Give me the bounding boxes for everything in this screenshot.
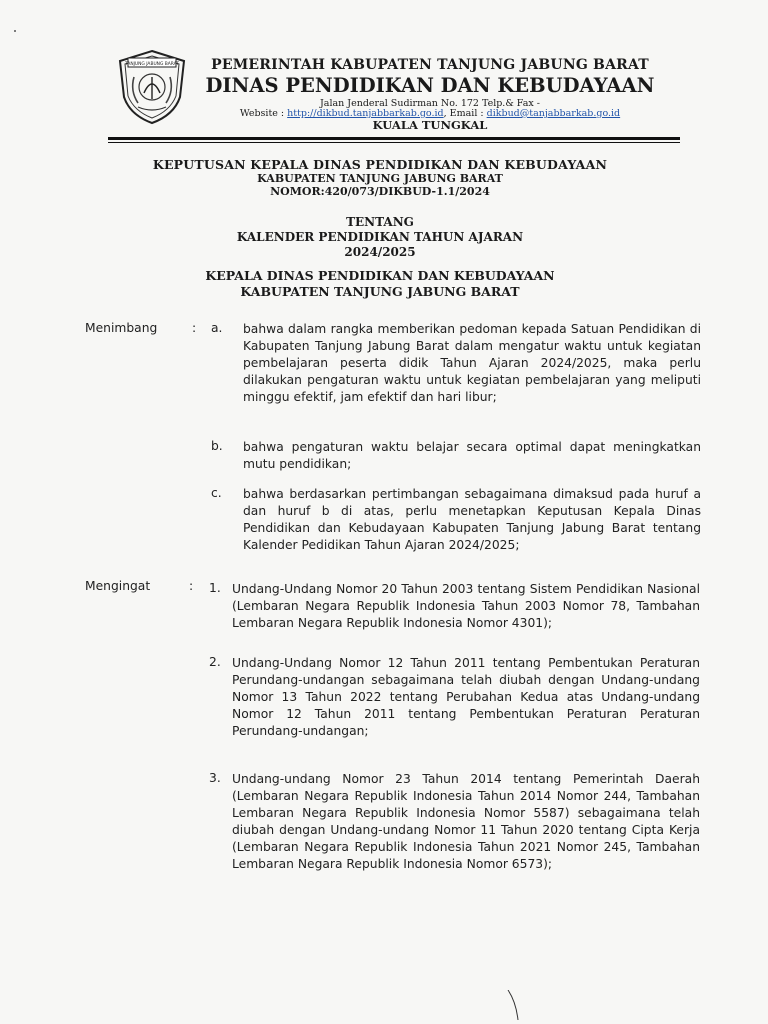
letterhead-rule-thick (108, 137, 680, 140)
email-label: , Email : (443, 108, 487, 119)
decree-title: KEPUTUSAN KEPALA DINAS PENDIDIKAN DAN KEBUDAYAAN (152, 157, 608, 172)
official-line-1: KEPALA DINAS PENDIDIKAN DAN KEBUDAYAAN (205, 268, 555, 283)
government-name: PEMERINTAH KABUPATEN TANJUNG JABUNG BARAT (211, 57, 649, 73)
scan-speck (14, 30, 16, 32)
menimbang-item-b: bahwa pengaturan waktu belajar secara optimal dapat meningkatkan mutu pendidikan; (243, 440, 701, 471)
city-name: KUALA TUNGKAL (372, 118, 488, 132)
website-link[interactable]: http://dikbud.tanjabbarkab.go.id (287, 108, 444, 119)
menimbang-marker-b: b. (211, 439, 223, 453)
menimbang-label: Menimbang (85, 321, 158, 335)
mengingat-marker-1: 1. (209, 581, 221, 595)
decree-number: NOMOR:420/073/DIKBUD-1.1/2024 (270, 185, 490, 198)
mengingat-item-1: Undang-Undang Nomor 20 Tahun 2003 tentang Sistem Pendidikan Nasional (Lembaran Negara Republik Indonesia Tahun 2003 Nomor 78, Tambahan Lembaran Negara Republik Indonesia Nomor 4301); (232, 582, 700, 630)
regency-emblem-icon (114, 47, 190, 125)
letterhead-rule-thin (108, 142, 680, 143)
website-label: Website : (239, 108, 288, 119)
menimbang-colon: : (192, 321, 197, 335)
address-line: Jalan Jenderal Sudirman No. 172 Telp.& Fax - (319, 98, 541, 109)
mengingat-marker-2: 2. (209, 655, 221, 669)
pen-stroke-mark (506, 990, 526, 1024)
mengingat-label: Mengingat (85, 579, 151, 593)
about-heading: TENTANG (346, 215, 414, 229)
agency-name: DINAS PENDIDIKAN DAN KEBUDAYAAN (205, 74, 655, 97)
email-link[interactable]: dikbud@tanjabbarkab.go.id (486, 108, 621, 119)
menimbang-item-c: bahwa berdasarkan pertimbangan sebagaimana dimaksud pada huruf a dan huruf b di atas, perlu menetapkan Keputusan Kepala Dinas Pendidikan dan Kebudayaan Kabupaten Tanjung Jabung Barat tentang Kalender Pedidikan Tahun Ajaran 2024/2025; (243, 487, 701, 552)
menimbang-marker-c: c. (211, 486, 222, 500)
subject-line-1: KALENDER PENDIDIKAN TAHUN AJARAN (236, 230, 524, 244)
emblem-banner-text: TANJUNG JABUNG BARAT (125, 62, 179, 67)
mengingat-item-3: Undang-undang Nomor 23 Tahun 2014 tentang Pemerintah Daerah (Lembaran Negara Republik Indonesia Tahun 2014 Nomor 244, Tambahan Lembaran Negara Republik Indonesia Nomor 5587) sebagaimana telah diubah dengan Undang-undang Nomor 11 Tahun 2020 tentang Cipta Kerja (Lembaran Negara Republik Indonesia Tahun 2021 Nomor 245, Tambahan Lembaran Negara Republik Indonesia Nomor 6573); (232, 772, 700, 871)
menimbang-marker-a: a. (211, 321, 223, 335)
mengingat-colon: : (189, 579, 194, 593)
official-line-2: KABUPATEN TANJUNG JABUNG BARAT (240, 284, 520, 299)
decree-regency: KABUPATEN TANJUNG JABUNG BARAT (257, 172, 503, 185)
mengingat-item-2: Undang-Undang Nomor 12 Tahun 2011 tentang Pembentukan Peraturan Perundang-undangan sebagaimana telah diubah dengan Undang-undang Nomor 13 Tahun 2022 tentang Perubahan Kedua atas Undang-undang Nomor 12 Tahun 2011 tentang Pembentukan Peraturan Peraturan Perundang-undangan; (232, 656, 700, 738)
subject-line-2: 2024/2025 (344, 245, 416, 259)
menimbang-item-a: bahwa dalam rangka memberikan pedoman kepada Satuan Pendidikan di Kabupaten Tanjung Jabung Barat dalam mengatur waktu untuk kegiatan pembelajaran peserta didik Tahun Ajaran 2024/2025, maka perlu dilakukan pengaturan waktu untuk kegiatan pembelajaran yang meliputi minggu efektif, jam efektif dan hari libur; (243, 322, 701, 404)
mengingat-marker-3: 3. (209, 771, 221, 785)
